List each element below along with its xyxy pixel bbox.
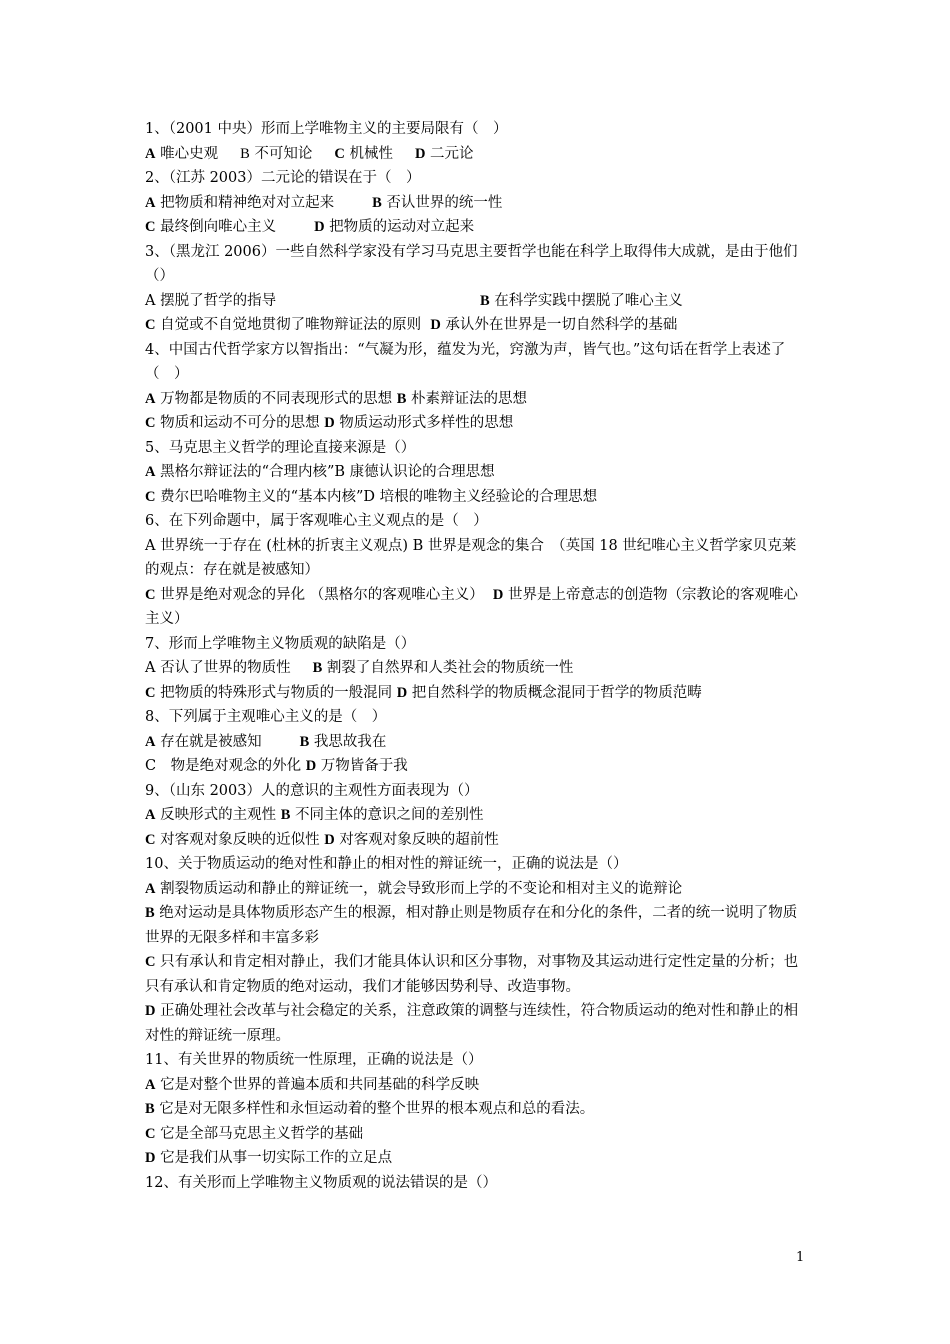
option-text: 只有承认和肯定相对静止，我们才能具体认识和区分事物，对事物及其运动进行定性定量的分析；也只有承认和肯定物质的绝对运动，我们才能够因势利导、改造事物。: [145, 954, 799, 995]
option-text: 我思故我在: [309, 733, 387, 750]
option-letter: A: [145, 390, 156, 407]
option-text: C 物是绝对观念的外化: [145, 758, 306, 774]
option-letter: A: [145, 145, 156, 162]
option-letter: C: [145, 831, 156, 848]
option-letter: B: [480, 292, 490, 309]
option-text: 把物质和精神绝对对立起来: [155, 194, 335, 211]
option-letter: C: [145, 684, 156, 701]
question-6-stem: 6、在下列命题中，属于客观唯心主义观点的是（ ）: [145, 513, 488, 529]
question-9-options-cd: [145, 828, 810, 853]
option-text: 万物皆备于我: [316, 758, 408, 774]
question-6-options-cd: [145, 583, 810, 632]
option-letter: B: [145, 905, 155, 921]
question-9-options-ab: [145, 803, 810, 828]
option-text: 唯心史观: [155, 145, 219, 162]
question-8-options-ab: [145, 730, 810, 755]
option-letter: A: [145, 194, 156, 211]
option-text: 最终倒向唯心主义: [155, 219, 277, 235]
question-3-options-cd: [145, 313, 810, 338]
option-letter: B: [299, 733, 310, 750]
option-text: 对客观对象反映的超前性: [334, 831, 499, 848]
question-6-options-ab: A 世界统一于存在 (杜林的折衷主义观点) B 世界是观念的集合 （英国 18 世纪唯心主义哲学家贝克莱的观点：存在就是被感知）: [145, 537, 797, 578]
option-letter: A: [145, 464, 156, 480]
option-text: 在科学实践中摆脱了唯心主义: [489, 292, 683, 309]
option-text: A 否认了世界的物质性: [145, 660, 291, 676]
option-letter: D: [305, 758, 317, 774]
option-text: 物质运动形式多样性的思想: [334, 415, 514, 431]
option-letter: C: [145, 219, 156, 235]
option-text: 不可知论: [249, 145, 313, 162]
page-number: 1: [796, 1250, 805, 1265]
question-11-option-c: [145, 1122, 810, 1147]
question-7-stem: 7、形而上学唯物主义物质观的缺陷是（）: [145, 635, 416, 652]
option-text: 绝对运动是具体物质形态产生的根源，相对静止则是物质存在和分化的条件，二者的统一说明了物质世界的无限多样和丰富多彩: [145, 905, 798, 946]
option-text: 自觉或不自觉地贯彻了唯物辩证法的原则: [155, 317, 422, 333]
option-letter: A: [145, 880, 156, 897]
option-letter: C: [145, 488, 156, 505]
question-11-stem: 11、有关世界的物质统一性原理，正确的说法是（）: [145, 1052, 483, 1068]
option-letter: D: [324, 415, 335, 431]
option-text: 它是对无限多样性和永恒运动着的整个世界的根本观点和总的看法。: [154, 1101, 595, 1117]
question-10-option-d: [145, 999, 810, 1048]
question-7-options-cd: [145, 681, 810, 706]
question-5-stem: 5、马克思主义哲学的理论直接来源是（）: [145, 439, 416, 456]
option-text: 机械性: [344, 145, 393, 162]
question-4-options-ab: [145, 387, 810, 412]
option-text: 存在就是被感知: [155, 733, 262, 750]
question-11-option-a: [145, 1073, 810, 1098]
question-4-stem: 4、中国古代哲学家方以智指出：“气凝为形，蕴发为光，窍激为声，皆气也。”这句话在哲学上表述了（ ）: [145, 341, 786, 382]
question-10-option-b: [145, 901, 810, 950]
option-text: 割裂了自然界和人类社会的物质统一性: [322, 660, 574, 676]
option-letter: D: [324, 831, 335, 848]
question-12-stem: 12、有关形而上学唯物主义物质观的说法错误的是（）: [145, 1174, 497, 1191]
option-text: 黑格尔辩证法的“合理内核”B 康德认识论的合理思想: [155, 464, 495, 480]
option-letter: D: [492, 586, 504, 603]
option-letter: C: [145, 954, 156, 970]
option-letter: D: [145, 1003, 156, 1019]
option-text: 费尔巴哈唯物主义的“基本内核”D 培根的唯物主义经验论的合理思想: [155, 488, 598, 505]
option-text: 反映形式的主观性: [155, 807, 281, 823]
question-5-options-cd: [145, 485, 810, 510]
option-letter: D: [145, 1150, 156, 1166]
option-letter: B: [396, 390, 407, 407]
option-letter: D: [396, 684, 408, 701]
option-letter: B: [145, 1101, 155, 1117]
option-letter: D: [430, 317, 441, 333]
option-text: 它是我们从事一切实际工作的立足点: [155, 1150, 393, 1166]
option-text: 承认外在世界是一切自然科学的基础: [440, 317, 678, 333]
option-text: 对客观对象反映的近似性: [155, 831, 325, 848]
question-10-option-c: [145, 950, 810, 999]
question-2-options-cd: [145, 215, 810, 240]
option-letter: C: [145, 415, 156, 431]
question-11-option-b: [145, 1097, 810, 1122]
option-letter: C: [334, 145, 345, 162]
option-text: 它是全部马克思主义哲学的基础: [155, 1125, 364, 1142]
option-text: 割裂物质运动和静止的辩证统一，就会导致形而上学的不变论和相对主义的诡辩论: [155, 880, 683, 897]
option-letter: C: [145, 1125, 156, 1142]
option-text: 二元论: [425, 145, 474, 162]
question-10-option-a: [145, 877, 810, 902]
option-text: 它是对整个世界的普遍本质和共同基础的科学反映: [155, 1076, 480, 1093]
question-list: [145, 117, 810, 1195]
question-1-options: [145, 142, 810, 167]
option-letter: B: [312, 660, 323, 676]
question-1-stem: 1、（2001 中央）形而上学唯物主义的主要局限有（ ）: [145, 121, 508, 137]
question-9-stem: 9、（山东 2003）人的意识的主观性方面表现为（）: [145, 782, 479, 799]
option-text: 世界是绝对观念的异化 （黑格尔的客观唯心主义）: [155, 586, 484, 603]
question-7-options-ab: [145, 656, 810, 681]
option-text: 万物都是物质的不同表现形式的思想: [155, 390, 397, 407]
option-text: 正确处理社会改革与社会稳定的关系，注意政策的调整与连续性，符合物质运动的绝对性和静止的相对性的辩证统一原理。: [145, 1003, 799, 1044]
option-letter: A: [145, 1076, 156, 1093]
question-2-options-ab: [145, 191, 810, 216]
option-letter: D: [314, 219, 325, 235]
option-text: 不同主体的意识之间的差别性: [290, 807, 484, 823]
option-letter: A: [145, 733, 156, 750]
option-letter: A: [145, 807, 156, 823]
option-text: A 摆脱了哲学的指导: [145, 292, 277, 309]
option-text: 世界是上帝意志的创造物（宗教论的客观唯心主义）: [145, 586, 799, 627]
question-11-option-d: [145, 1146, 810, 1171]
question-8-options-cd: [145, 754, 810, 779]
option-text: 物质和运动不可分的思想: [155, 415, 325, 431]
option-letter: C: [145, 317, 156, 333]
option-letter: D: [414, 145, 426, 162]
option-letter: B: [372, 194, 382, 211]
option-letter: B: [240, 145, 250, 162]
option-text: 把物质的特殊形式与物质的一般混同: [155, 684, 397, 701]
question-10-stem: 10、关于物质运动的绝对性和静止的相对性的辩证统一，正确的说法是（）: [145, 856, 628, 872]
question-3-stem: 3、（黑龙江 2006）一些自然科学家没有学习马克思主要哲学也能在科学上取得伟大成就，是由于他们（）: [145, 243, 798, 284]
question-2-stem: 2、（江苏 2003）二元论的错误在于（ ）: [145, 170, 421, 186]
option-text: 朴素辩证法的思想: [406, 390, 527, 407]
question-4-options-cd: [145, 411, 810, 436]
question-8-stem: 8、下列属于主观唯心主义的是（ ）: [145, 709, 387, 725]
option-text: 把物质的运动对立起来: [324, 219, 475, 235]
option-text: 否认世界的统一性: [381, 194, 503, 211]
option-letter: C: [145, 586, 156, 603]
option-text: 把自然科学的物质概念混同于哲学的物质范畴: [407, 684, 702, 701]
option-letter: B: [280, 807, 291, 823]
question-3-options-ab: [145, 289, 810, 314]
question-5-options-ab: [145, 460, 810, 485]
